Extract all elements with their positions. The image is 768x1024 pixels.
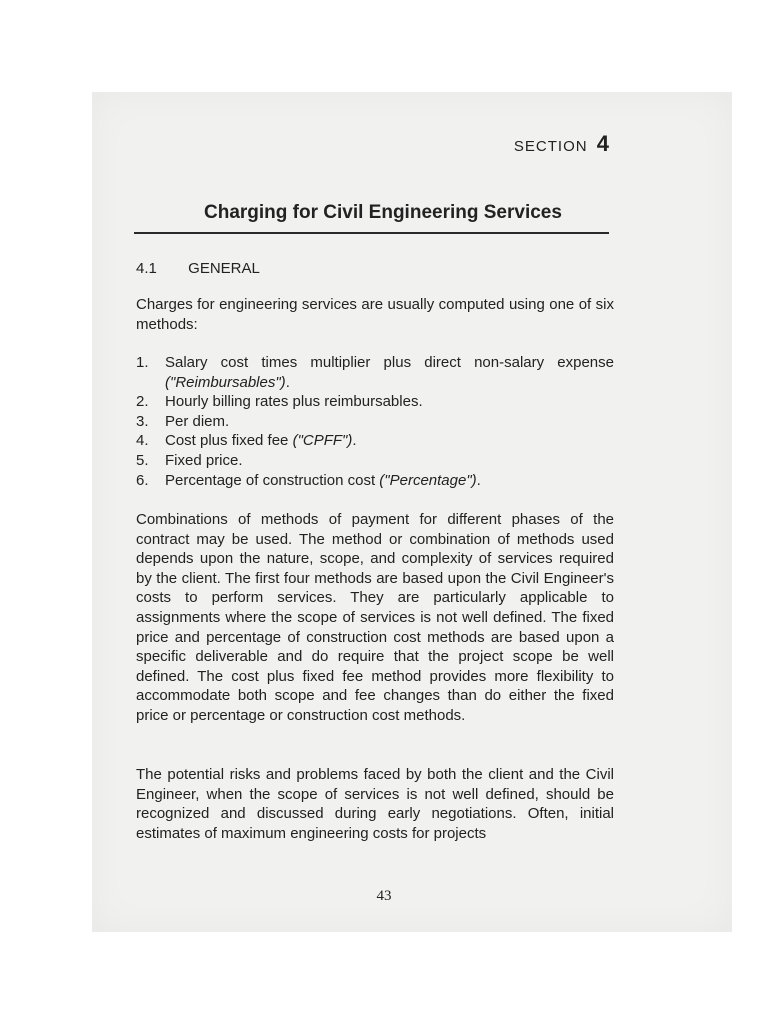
body-paragraph-1: Combinations of methods of payment for different phases of the contract may be used. The method or combination of methods used depends upon the nature, scope, and complexity of services required by the client. The first four methods are based upon the Civil Engineer's costs to perform services. They are particularly applicable to assignments where the scope of services is not well defined. The fixed price and percentage of construction cost methods are based upon a specific deliverable and do require that the project scope be well defined. The cost plus fixed fee method provides more flexibility to accommodate both scope and fee changes than do either the fixed price or percentage or construction cost methods. [136, 511, 614, 724]
list-item [136, 392, 614, 412]
section-number: 4 [596, 131, 610, 156]
list-item-number: 6. [136, 471, 149, 489]
section-heading [136, 260, 260, 277]
list-item-text: Percentage of construction cost [165, 471, 376, 489]
heading-title: GENERAL [188, 260, 260, 277]
list-item-number: 3. [136, 412, 149, 430]
list-item [136, 353, 614, 392]
methods-list [136, 353, 614, 490]
list-item-text: Salary cost times multiplier plus direct non-salary expense [165, 354, 614, 371]
heading-number: 4.1 [136, 260, 157, 277]
list-item-tail: . [352, 432, 357, 450]
list-item-number: 4. [136, 432, 149, 450]
list-item [136, 451, 614, 471]
list-item [136, 412, 614, 432]
title-rule [134, 232, 609, 234]
list-item-text: Per diem. [165, 412, 230, 430]
chapter-title: Charging for Civil Engineering Services [204, 202, 562, 223]
list-item-italic: ("CPFF") [292, 432, 353, 450]
list-item [136, 431, 614, 451]
list-item-number: 5. [136, 451, 149, 469]
list-item [136, 471, 614, 491]
list-item-text: Cost plus fixed fee [165, 432, 289, 450]
section-word: SECTION [513, 138, 588, 155]
intro-paragraph: Charges for engineering services are usually computed using one of six methods: [136, 296, 614, 333]
page-number: 43 [376, 888, 392, 904]
list-item-tail: . [285, 373, 290, 391]
list-item-tail: . [476, 471, 481, 489]
body-paragraph-2: The potential risks and problems faced by both the client and the Civil Engineer, when the scope of services is not well defined, should be recognized and discussed during early negotiations. Often, initial estimates of maximum engineering costs for projects [136, 766, 614, 842]
section-label [514, 131, 610, 157]
list-item-number: 1. [136, 354, 149, 371]
list-item-italic: ("Reimbursables") [165, 373, 286, 391]
list-item-text: Hourly billing rates plus reimbursables. [165, 393, 423, 411]
list-item-text: Fixed price. [165, 451, 243, 469]
list-item-number: 2. [136, 393, 149, 411]
list-item-italic: ("Percentage") [379, 471, 477, 489]
